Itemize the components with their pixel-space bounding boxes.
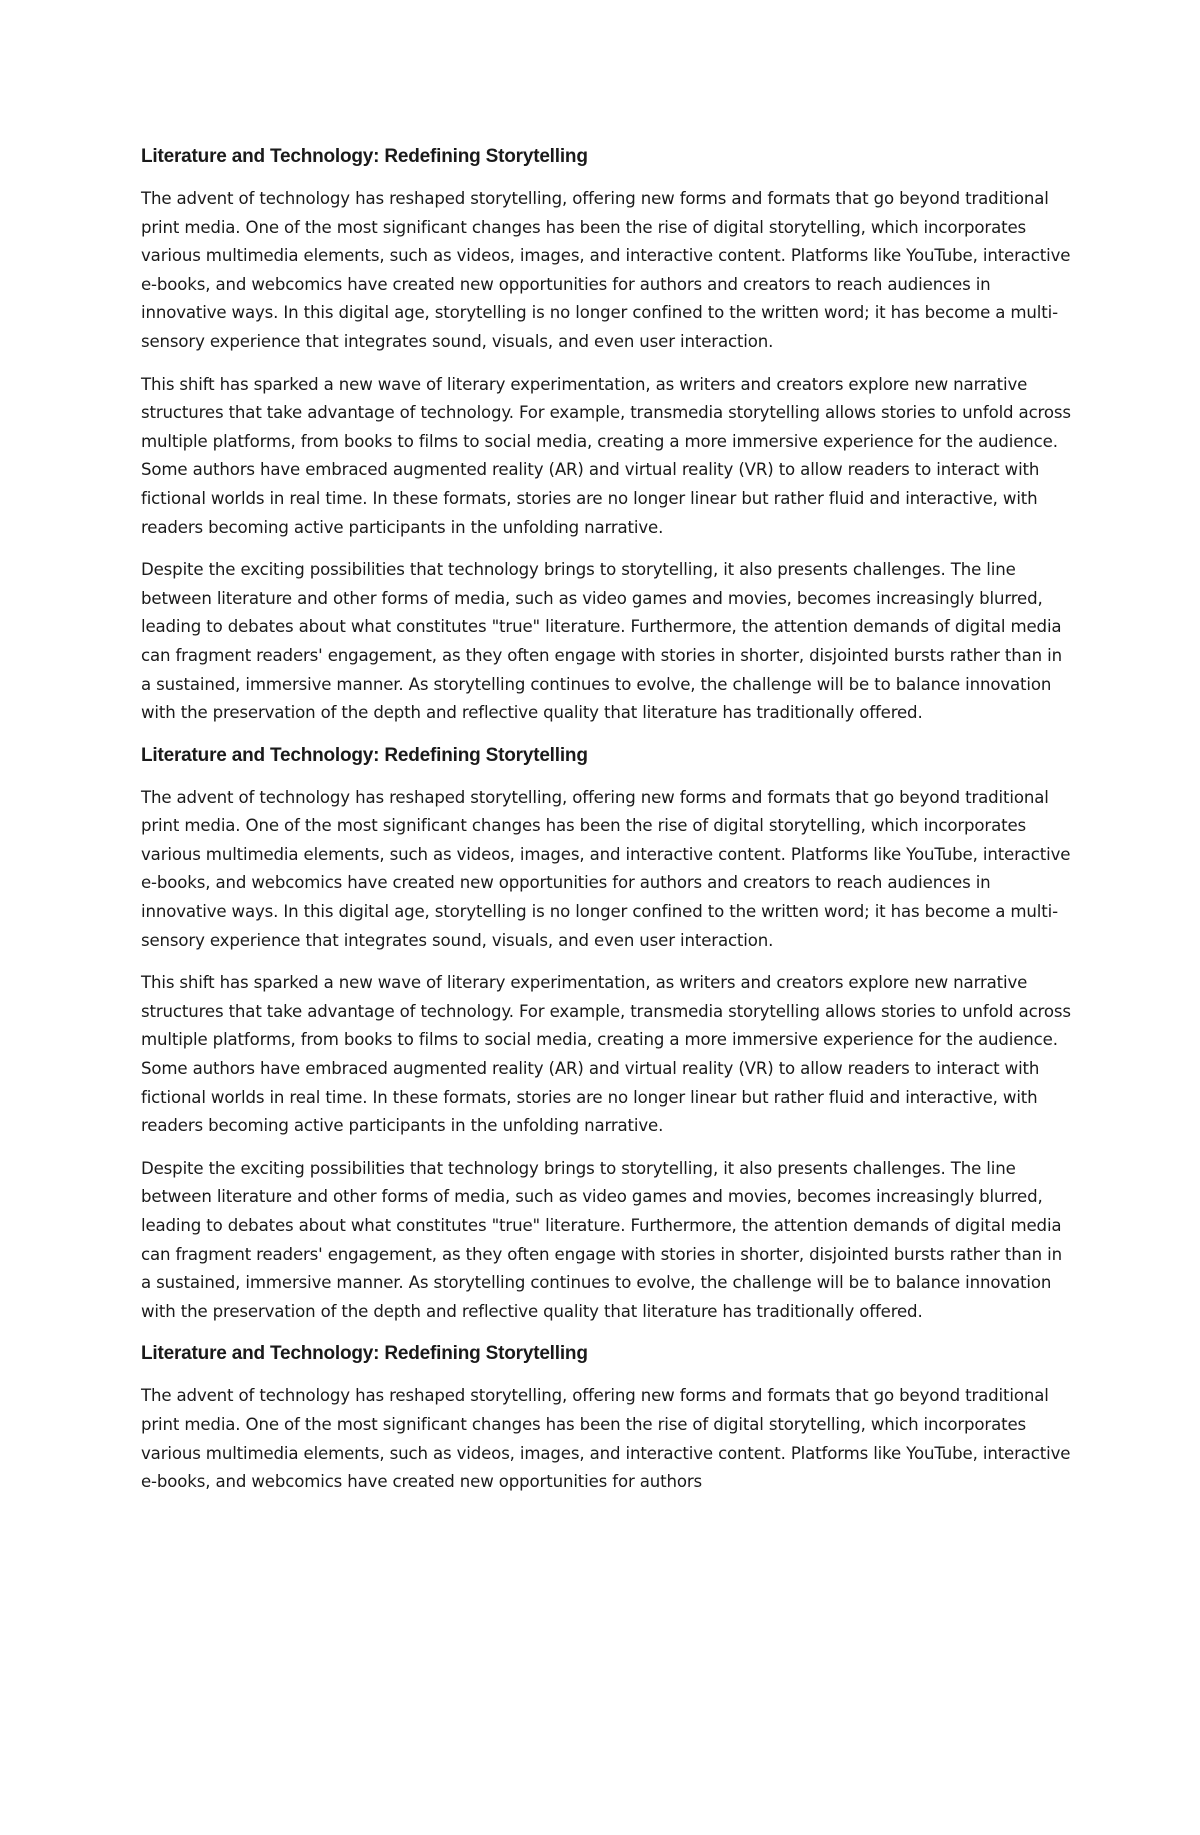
body-paragraph: This shift has sparked a new wave of literary experimentation, as writers and creators explore new narrative structures that take advantage of technology. For example, transmedia storytelling allows stories to unfold across multiple platforms, from books to films to social media, creating a more immersive experience for the audience. Some authors have embraced augmented reality (AR) and virtual reality (VR) to allow readers to interact with fictional worlds in real time. In these formats, stories are no longer linear but rather fluid and interactive, with readers becoming active participants in the unfolding narrative. [141,973,1071,1136]
document-section [141,742,1071,1327]
body-paragraph: The advent of technology has reshaped storytelling, offering new forms and formats that go beyond traditional print media. One of the most significant changes has been the rise of digital storytelling, which incorporates various multimedia elements, such as videos, images, and interactive content. Platforms like YouTube, interactive e-books, and webcomics have created new opportunities for authors and creators to reach audiences in innovative ways. In this digital age, storytelling is no longer confined to the written word; it has become a multi-sensory experience that integrates sound, visuals, and even user interaction. [141,787,1071,950]
body-paragraph: Despite the exciting possibilities that technology brings to storytelling, it also presents challenges. The line between literature and other forms of media, such as video games and movies, becomes increasingly blurred, leading to debates about what constitutes "true" literature. Furthermore, the attention demands of digital media can fragment readers' engagement, as they often engage with stories in shorter, disjointed bursts rather than in a sustained, immersive manner. As storytelling continues to evolve, the challenge will be to balance innovation with the preservation of the depth and reflective quality that literature has traditionally offered. [141,1158,1062,1321]
body-paragraph: Despite the exciting possibilities that technology brings to storytelling, it also presents challenges. The line between literature and other forms of media, such as video games and movies, becomes increasingly blurred, leading to debates about what constitutes "true" literature. Furthermore, the attention demands of digital media can fragment readers' engagement, as they often engage with stories in shorter, disjointed bursts rather than in a sustained, immersive manner. As storytelling continues to evolve, the challenge will be to balance innovation with the preservation of the depth and reflective quality that literature has traditionally offered. [141,560,1062,723]
body-paragraph: The advent of technology has reshaped storytelling, offering new forms and formats that go beyond traditional print media. One of the most significant changes has been the rise of digital storytelling, which incorporates various multimedia elements, such as videos, images, and interactive content. Platforms like YouTube, interactive e-books, and webcomics have created new opportunities for authors and creators to reach audiences in innovative ways. In this digital age, storytelling is no longer confined to the written word; it has become a multi-sensory experience that integrates sound, visuals, and even user interaction. [141,189,1071,351]
body-paragraph: This shift has sparked a new wave of literary experimentation, as writers and creators explore new narrative structures that take advantage of technology. For example, transmedia storytelling allows stories to unfold across multiple platforms, from books to films to social media, creating a more immersive experience for the audience. Some authors have embraced augmented reality (AR) and virtual reality (VR) to allow readers to interact with fictional worlds in real time. In these formats, stories are no longer linear but rather fluid and interactive, with readers becoming active participants in the unfolding narrative. [141,374,1071,537]
section-heading: Literature and Technology: Redefining Storytelling [141,146,588,167]
body-paragraph: The advent of technology has reshaped storytelling, offering new forms and formats that go beyond traditional print media. One of the most significant changes has been the rise of digital storytelling, which incorporates various multimedia elements, such as videos, images, and interactive content. Platforms like YouTube, interactive e-books, and webcomics have created new opportunities for authors [141,1386,1071,1492]
document-section [141,1340,1071,1496]
document-section [141,143,1071,728]
section-heading: Literature and Technology: Redefining Storytelling [141,744,588,766]
document-page [141,143,1071,1511]
section-heading: Literature and Technology: Redefining Storytelling [141,1343,588,1365]
